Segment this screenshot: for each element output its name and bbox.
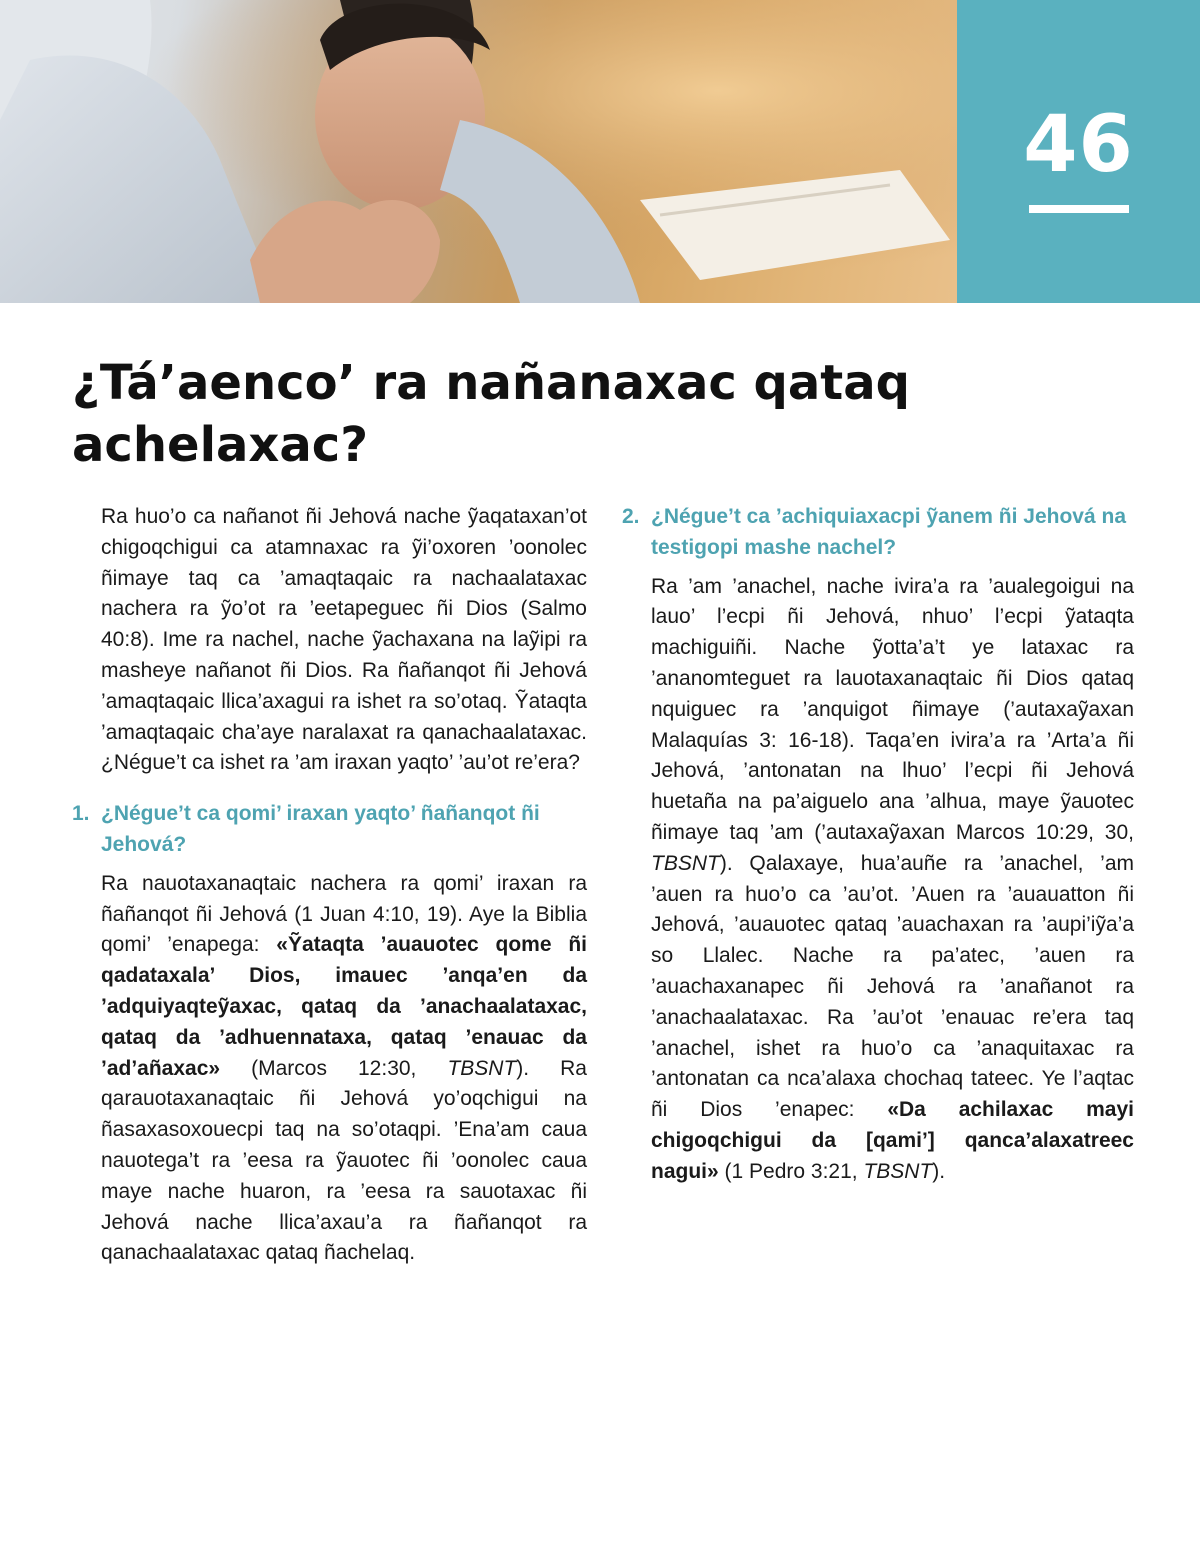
section-2-text-b: ). Qalaxaye, hua’auñe ra ’anachel, ’am ’auen ra huo’o ca ’au’ot. ’Auen ra ’auauatton ñi Jehová, ’auauotec qataq ’auachaxan ra ’aupi’iỹa’a so Llalec. Nache ra pa’atec, ’auen ra ’auachaxanapec ñi Jehová ra ’anañanot ra ’anachaalataxac. Ra ’au’ot ’enauac re’era taq ’anachel, ishet ra huo’o ca ’anaquitaxac ra ’antonatan ca nca’alaxa chochaq tateec. Ye l’aqtac ñi Dios ’enapec: <box>651 851 1134 1122</box>
praying-man-illustration <box>0 0 957 303</box>
section-2-version-a: TBSNT <box>651 851 720 875</box>
section-1-bible-quote: «Ỹataqta ’auauotec qome ñi qadataxala’ Dios, imauec ’anqa’en da ’adquiyaqteỹaxac, qataq da ’anachaalataxac, qataq da ’adhuennataxa, qataq ’enauac da ’ad’añaxac» <box>101 933 587 1080</box>
section-2-ref-open: (1 Pedro 3:21, <box>718 1159 864 1183</box>
section-2-number: 2. <box>622 505 640 528</box>
section-2-question-text: ¿Négue’t ca ’achiquiaxacpi ỹanem ñi Jehová na testigopi mashe nachel? <box>651 505 1127 559</box>
section-2-bible-quote: «Da achilaxac mayi chigoqchigui da [qami’] qanca’alaxatreec nagui» <box>651 1098 1134 1183</box>
section-2-question <box>622 502 1134 564</box>
section-1-question-text: ¿Négue’t ca qomi’ iraxan yaqto’ ñañanqot ñi Jehová? <box>101 802 540 856</box>
lesson-number-box <box>957 0 1200 303</box>
page-title: ¿Tá’aenco’ ra nañanaxac qataq achelaxac? <box>72 355 910 473</box>
section-1 <box>72 799 587 1269</box>
section-1-text-a: Ra nauotaxanaqtaic nachera ra qomi’ iraxan ra ñañanqot ñi Jehová (1 Juan 4:10, 19). Aye la Biblia qomi’ ’enapega: <box>101 871 587 957</box>
section-2-ref-version: TBSNT <box>863 1159 933 1183</box>
lesson-number-underline <box>1029 205 1129 213</box>
section-2-body <box>651 572 1134 1188</box>
section-1-number: 1. <box>72 802 90 826</box>
lesson-number: 46 <box>1023 100 1134 190</box>
section-1-ref-version: TBSNT <box>447 1056 517 1080</box>
section-2-text-a: Ra ’am ’anachel, nache ivira’a ra ’aualegoigui na lauo’ l’ecpi ñi Jehová, nhuo’ l’ecpi ỹataqta machiguiñi. Nache ỹotta’a’t ye lataxac ra ’ananomteguet ra lauotaxanaqtaic ñi Dios qataq nquiguec ra ’anquigot ñimaye (’autaxaỹaxan Malaquías 3: 16-18). Taqa’en ivira’a ra ’Arta’a ñi Jehová, ’antonatan na lhuo’ l’ecpi ñi Jehová huetaña na pa’aiguelo ana ’alhua, maye ỹauotec ñimaye taq ’am (’autaxaỹaxan Marcos 10:29, 30, <box>651 574 1134 844</box>
section-1-question <box>72 799 587 861</box>
right-column <box>622 502 1134 1188</box>
section-2-ref-close: ). <box>932 1159 946 1183</box>
section-1-text-b: ). Ra qarauotaxanaqtaic ñi Jehová yo’oqchigui na ñasaxasoxouecpi taq na so’otaqpi. ’Ena’am caua nauotega’t ra ’eesa ra ỹauotec ñi ’oonolec caua maye nache huaron, ra ’eesa ra sauotaxac ñi Jehová nache llica’axau’a ra ñañanqot ra qanachaalataxac qataq ñachelaq. <box>101 1056 587 1265</box>
hero-photo <box>0 0 957 303</box>
intro-paragraph: Ra huo’o ca nañanot ñi Jehová nache ỹaqataxan’ot chigoqchigui ca atamnaxac ra ỹi’oxoren ’oonolec ñimaye taq ca ’amaqtaqaic ra nachaalataxac nachera ra ỹo’ot ra ’eetapeguec ñi Dios (Salmo 40:8). Ime ra nachel, nache ỹachaxana na laỹipi ra masheye nañanot ñi Dios. Ra ñañanqot ñi Jehová ’amaqtaqaic llica’axagui ra ishet ra so’otaq. Ỹataqta ’amaqtaqaic cha’aye naralaxat ra qanachaalataxac. ¿Négue’t ca ishet ra ’am iraxan yaqto’ ’au’ot re’era? <box>101 505 587 775</box>
section-2 <box>622 502 1134 1188</box>
left-column <box>72 502 587 1269</box>
section-1-body <box>101 869 587 1269</box>
section-1-ref-open: (Marcos 12:30, <box>220 1056 448 1080</box>
